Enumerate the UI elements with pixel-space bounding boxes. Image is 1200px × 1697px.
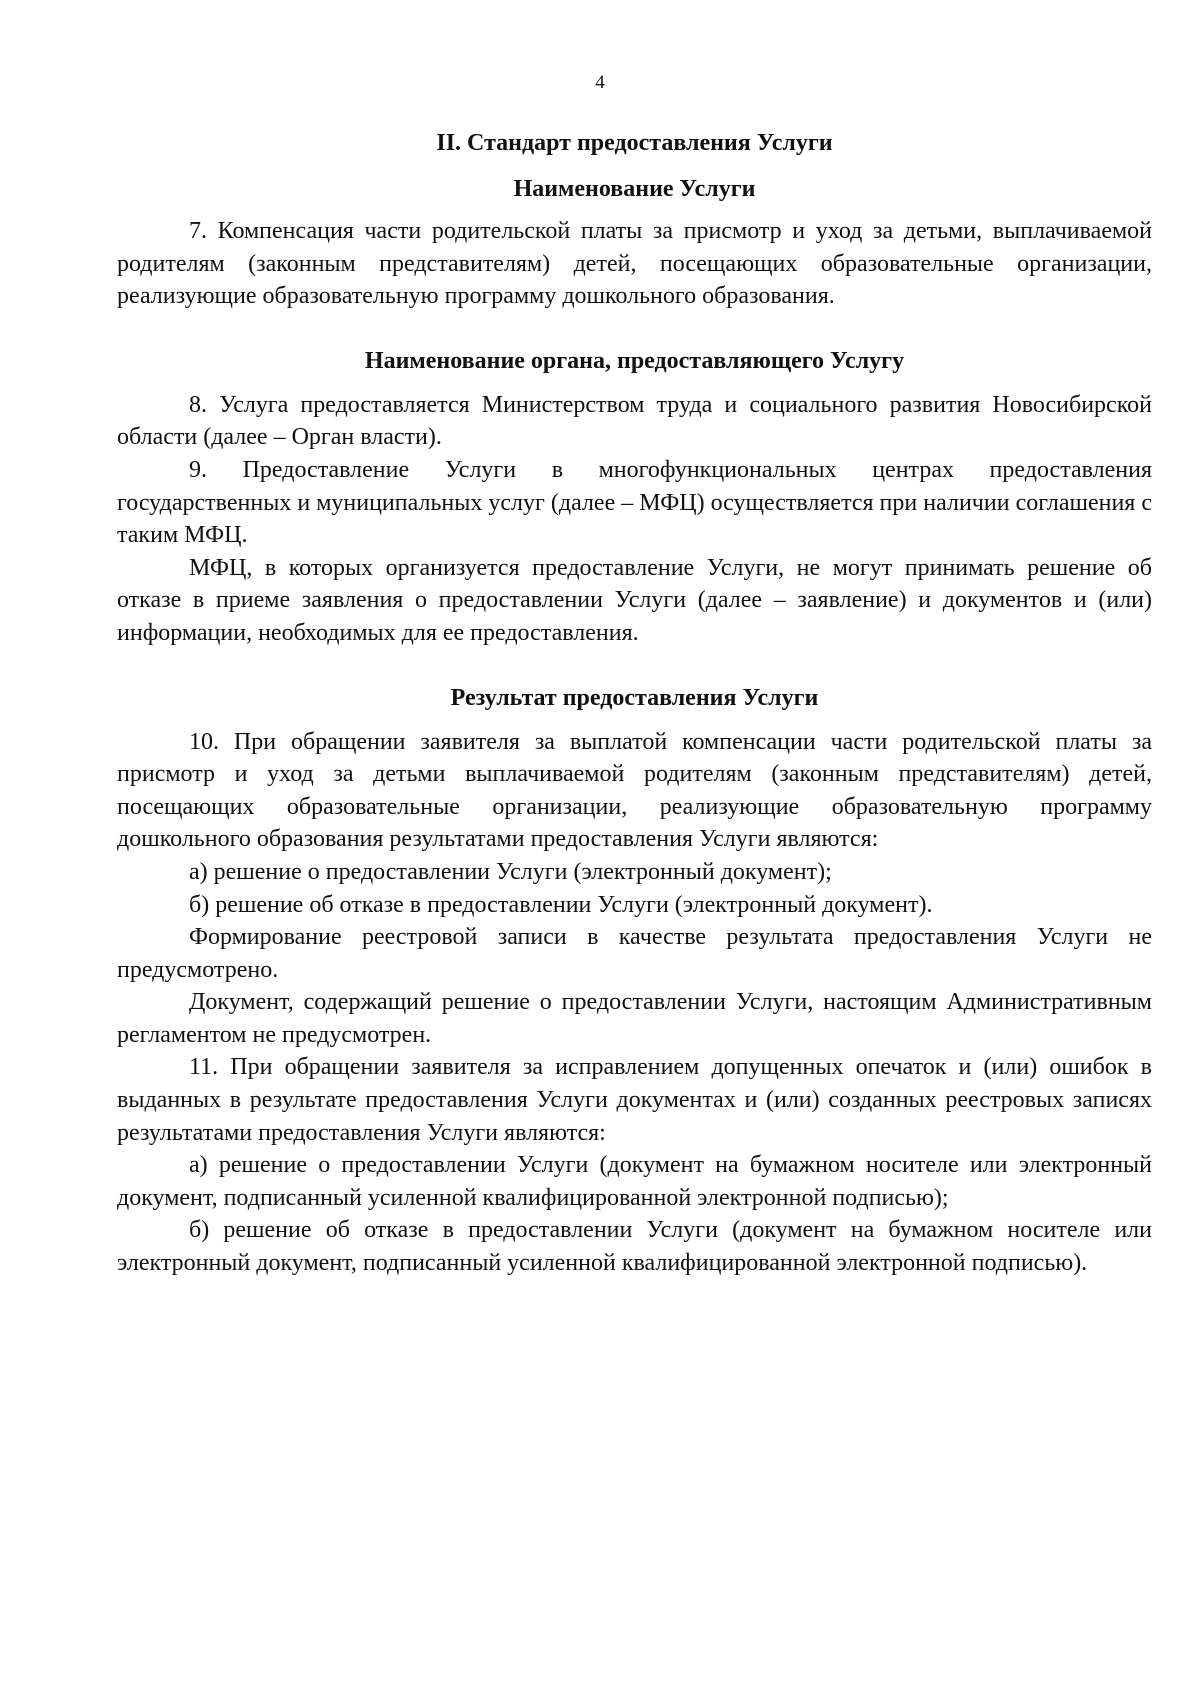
paragraph-10-registry: Формирование реестровой записи в качестве результата предоставления Услуги не предусмотрено. — [117, 924, 1152, 983]
paragraph-10-document: Документ, содержащий решение о предоставлении Услуги, настоящим Административным регламентом не предусмотрен. — [117, 989, 1152, 1048]
paragraph-9-mfc: МФЦ, в которых организуется предоставление Услуги, не могут принимать решение об отказе в приеме заявления о предоставлении Услуги (далее – заявление) и документов и (или) информации, необходимых для ее предоставления. — [117, 554, 1152, 646]
heading-result: Результат предоставления Услуги — [450, 684, 819, 711]
paragraph-10-b: б) решение об отказе в предоставлении Услуги (электронный документ). — [189, 891, 933, 918]
paragraph-7: 7. Компенсация части родительской платы за присмотр и уход за детьми, выплачиваемой родителям (законным представителям) детей, посещающих образовательные организации, реализующие образовательную программу дошкольного образования. — [117, 218, 1152, 310]
heading-service-name: Наименование Услуги — [513, 176, 756, 202]
paragraph-11-a: а) решение о предоставлении Услуги (документ на бумажном носителе или электронный документ, подписанный усиленной квалифицированной электронной подписью); — [117, 1152, 1152, 1211]
paragraph-11-b: б) решение об отказе в предоставлении Услуги (документ на бумажном носителе или электронный документ, подписанный усиленной квалифицированной электронной подписью). — [117, 1217, 1152, 1277]
document-body — [117, 125, 1152, 1280]
paragraph-10: 10. При обращении заявителя за выплатой компенсации части родительской платы за присмотр и уход за детьми выплачиваемой родителям (законным представителям) детей, посещающих образовательные организации, реализующие образовательную программу дошкольного образования результатами предоставления Услуги являются: — [117, 728, 1152, 853]
paragraph-8: 8. Услуга предоставляется Министерством труда и социального развития Новосибирской области (далее – Орган власти). — [117, 391, 1152, 451]
paragraph-9: 9. Предоставление Услуги в многофункциональных центрах предоставления государственных и муниципальных услуг (далее – МФЦ) осуществляется при наличии соглашения с таким МФЦ. — [117, 456, 1152, 549]
paragraph-11: 11. При обращении заявителя за исправлением допущенных опечаток и (или) ошибок в выданных в результате предоставления Услуги документах и (или) созданных реестровых записях результатами предоставления Услуги являются: — [117, 1054, 1152, 1146]
paragraph-10-a: а) решение о предоставлении Услуги (электронный документ); — [189, 858, 832, 885]
section-title: II. Стандарт предоставления Услуги — [436, 130, 833, 156]
heading-authority-name: Наименование органа, предоставляющего Услугу — [364, 347, 905, 374]
page-number: 4 — [595, 72, 605, 93]
